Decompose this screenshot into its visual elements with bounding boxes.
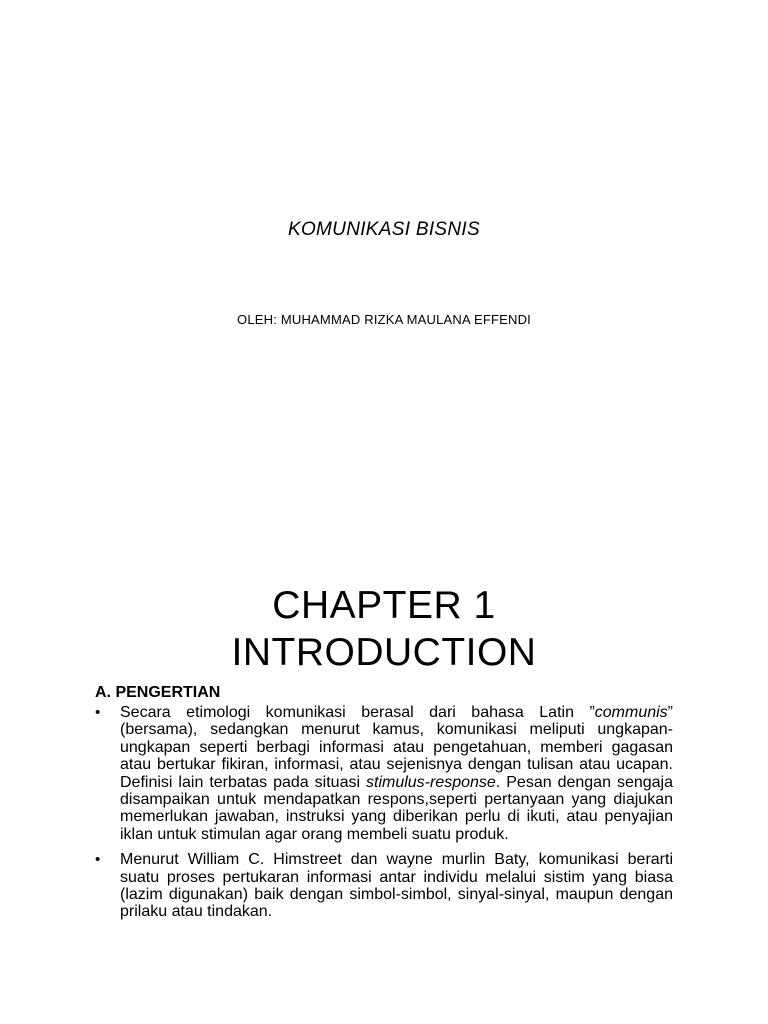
section-heading: A. PENGERTIAN: [95, 684, 221, 701]
bullet-list: [95, 704, 673, 929]
bullet-text: [120, 704, 673, 843]
document-title: KOMUNIKASI BISNIS: [288, 219, 480, 240]
bullet-mark: •: [95, 851, 101, 869]
emphasized-term: communis: [594, 704, 668, 721]
bullet-item: [95, 851, 673, 921]
text-segment: ” (bersama), sedangkan menurut kamus, komunikasi meliputi ungkapan-ungkapan seperti berbagi informasi atau pengetahuan, memberi gagasan atau bertukar fikiran, informasi, atau sejenisnya dengan tulisan atau ucapan. Definisi lain terbatas pada situasi: [120, 704, 673, 791]
chapter-title: INTRODUCTION: [231, 631, 537, 674]
bullet-text: Menurut William C. Himstreet dan wayne murlin Baty, komunikasi berarti suatu proses pertukaran informasi antar individu melalui sistim yang biasa (lazim digunakan) baik dengan simbol-simbol, sinyal-sinyal, maupun dengan prilaku atau tindakan.: [120, 851, 673, 921]
text-segment: Secara etimologi komunikasi berasal dari bahasa Latin ”: [120, 704, 595, 721]
emphasized-term: stimulus-response: [366, 773, 496, 791]
chapter-heading: [0, 582, 768, 676]
bullet-mark: •: [95, 704, 101, 721]
document-author: OLEH: MUHAMMAD RIZKA MAULANA EFFENDI: [237, 312, 531, 327]
chapter-number: CHAPTER 1: [272, 584, 496, 627]
text-segment: . Pesan dengan sengaja disampaikan untuk mendapatkan respons,seperti pertanyaan yang diajukan memerlukan jawaban, instruksi yang diberikan perlu di ikuti, atau penyajian iklan untuk stimulan agar orang membeli suatu produk.: [120, 773, 673, 843]
bullet-item: [95, 704, 673, 843]
